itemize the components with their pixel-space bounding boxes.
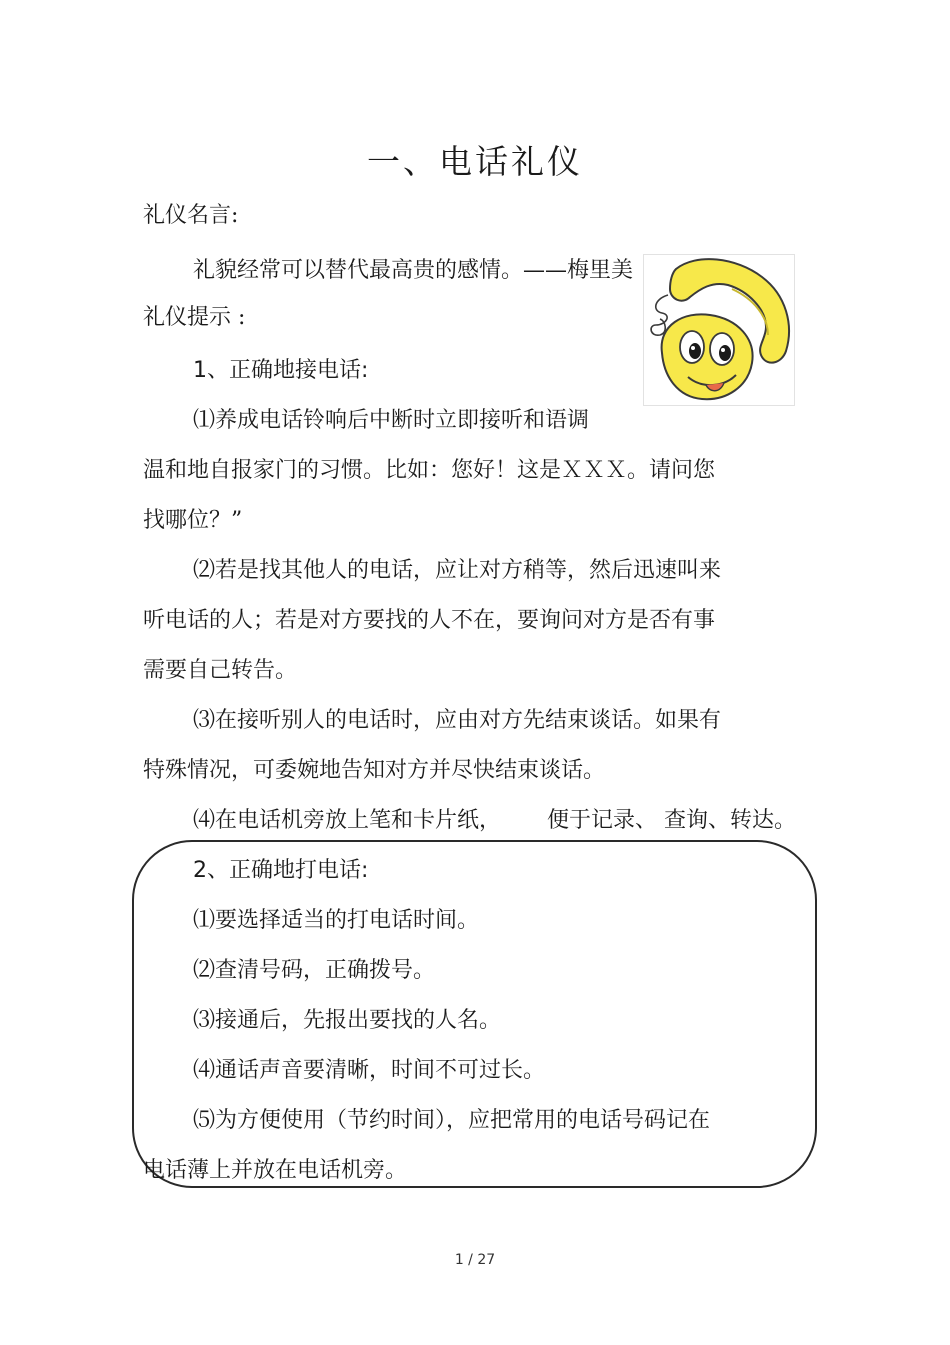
quote-text: 礼貌经常可以替代最高贵的感情。——梅里美: [193, 258, 634, 283]
section2-item-3: ⑶接通后，先报出要找的人名。: [193, 1008, 502, 1033]
page-number: 1 / 27: [454, 1252, 496, 1268]
section1-p2-line1: ⑵若是找其他人的电话，应让对方稍等，然后迅速叫来: [193, 558, 722, 583]
tips-heading: 礼仪提示 :: [143, 305, 246, 330]
page-title: 一、电话礼仪: [367, 142, 583, 181]
section1-p1-line1: ⑴养成电话铃响后中断时立即接听和语调: [193, 408, 590, 433]
section1-p4-part-a: ⑷在电话机旁放上笔和卡片纸，: [193, 808, 502, 833]
section1-p3-line1: ⑶在接听别人的电话时，应由对方先结束谈话。如果有: [193, 708, 722, 733]
section1-p4: [193, 806, 796, 836]
section1-p3-line2: 特殊情况，可委婉地告知对方并尽快结束谈话。: [143, 758, 606, 783]
section2-item-5-cont: 电话薄上并放在电话机旁。: [143, 1158, 408, 1183]
section1-p4-part-b: 便于记录、 查询、转达。: [547, 808, 797, 833]
section2-item-4: ⑷通话声音要清晰，时间不可过长。: [193, 1058, 546, 1083]
section1-heading: 1、正确地接电话:: [193, 358, 369, 383]
section2-heading: 2、正确地打电话:: [193, 858, 369, 883]
section1-p2-line2: 听电话的人；若是对方要找的人不在，要询问对方是否有事: [143, 608, 716, 633]
section2-item-1: ⑴要选择适当的打电话时间。: [193, 908, 480, 933]
section1-p2-line3: 需要自己转告。: [143, 658, 298, 683]
section2-item-5: ⑸为方便使用（节约时间），应把常用的电话号码记在: [193, 1108, 711, 1133]
section1-p1-line2: 温和地自报家门的习惯。比如：您好！这是ＸＸＸ。请问您: [143, 458, 716, 483]
section2-item-2: ⑵查清号码，正确拨号。: [193, 958, 436, 983]
quote-heading: 礼仪名言:: [143, 203, 239, 228]
cartoon-telephone-icon: [643, 254, 795, 406]
section1-p1-line3: 找哪位？”: [143, 508, 243, 533]
